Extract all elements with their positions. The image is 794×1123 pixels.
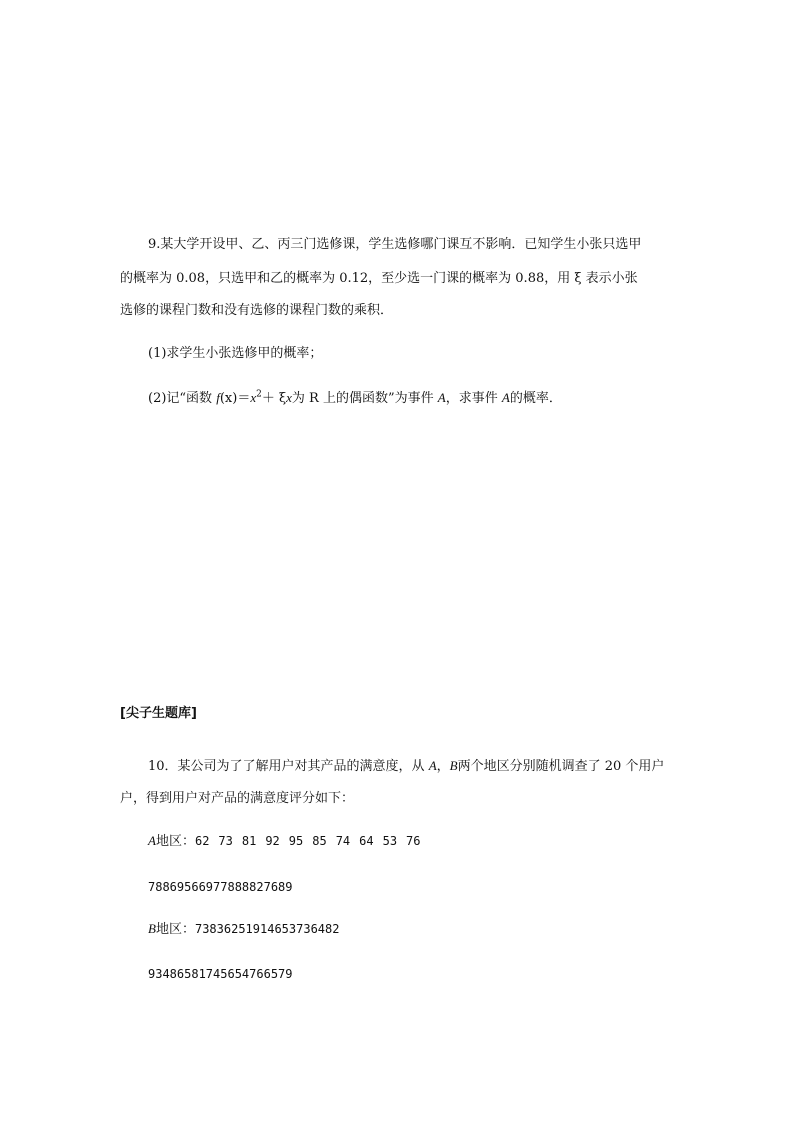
regionB-line1 xyxy=(148,920,339,939)
problem9-line2: 的概率为 0.08，只选甲和乙的概率为 0.12，至少选一门课的概率为 0.88，用 ξ 表示小张 xyxy=(120,271,638,286)
regionA-score: 64 xyxy=(359,834,374,848)
regionA-line2: 78869566977888827689 xyxy=(148,880,293,894)
part2-prefix: (2)记“函数 xyxy=(148,391,217,406)
p10-suffix: 两个地区分别随机调查了 20 个用户 xyxy=(457,759,665,774)
problem10-line2: 户，得到用户对产品的满意度评分如下： xyxy=(120,791,355,806)
part2-x3: x xyxy=(286,390,292,405)
part2-func: f xyxy=(216,390,220,405)
problem10-line1 xyxy=(148,757,664,776)
part2-end: 的概率． xyxy=(509,391,562,406)
regionB-scores: 73836251914653736482 xyxy=(194,922,340,936)
part2-A2: A xyxy=(501,390,510,405)
part2-x2: x xyxy=(250,390,257,405)
regionA-score: 74 xyxy=(335,834,351,848)
p10-B: B xyxy=(449,758,458,773)
problem9-line1: 9.某大学开设甲、乙、丙三门选修课，学生选修哪门课互不影响．已知学生小张只选甲 xyxy=(148,237,642,252)
part2-plus: ＋ ξ xyxy=(261,391,287,406)
problem9-line3: 选修的课程门数和没有选修的课程门数的乘积． xyxy=(120,303,394,318)
regionA-score: 76 xyxy=(406,834,421,848)
regionB-letter: B xyxy=(148,921,156,936)
regionA-letter: A xyxy=(148,833,156,848)
regionA-score: 53 xyxy=(382,834,398,848)
regionA-score: 95 xyxy=(288,834,304,848)
regionA-score: 73 xyxy=(218,834,233,848)
part2-mid: 为 R 上的偶函数”为事件 xyxy=(291,391,438,406)
regionA-score: 85 xyxy=(312,834,327,848)
part2-sup: 2 xyxy=(256,389,262,400)
part2-A1: A xyxy=(437,390,446,405)
section-heading: [尖子生题库] xyxy=(120,706,197,721)
regionA-score: 92 xyxy=(265,834,280,848)
problem9-part2 xyxy=(148,389,562,408)
p10-comma: ， xyxy=(436,759,450,774)
regionA-line1 xyxy=(148,832,430,851)
regionA-score: 62 xyxy=(194,834,210,848)
part2-eq: ＝ xyxy=(237,391,251,406)
regionA-score: 81 xyxy=(241,834,257,848)
part2-mid2: ，求事件 xyxy=(445,391,502,406)
regionA-scores xyxy=(195,834,430,848)
regionA-label: 地区： xyxy=(155,834,195,849)
p10-A: A xyxy=(428,758,437,773)
problem9-part1: (1)求学生小张选修甲的概率； xyxy=(148,346,323,361)
p10-prefix: 10．某公司为了了解用户对其产品的满意度，从 xyxy=(148,759,429,774)
regionB-line2: 93486581745654766579 xyxy=(148,967,293,981)
part2-x: (x) xyxy=(219,391,238,406)
regionB-label: 地区： xyxy=(155,922,195,937)
